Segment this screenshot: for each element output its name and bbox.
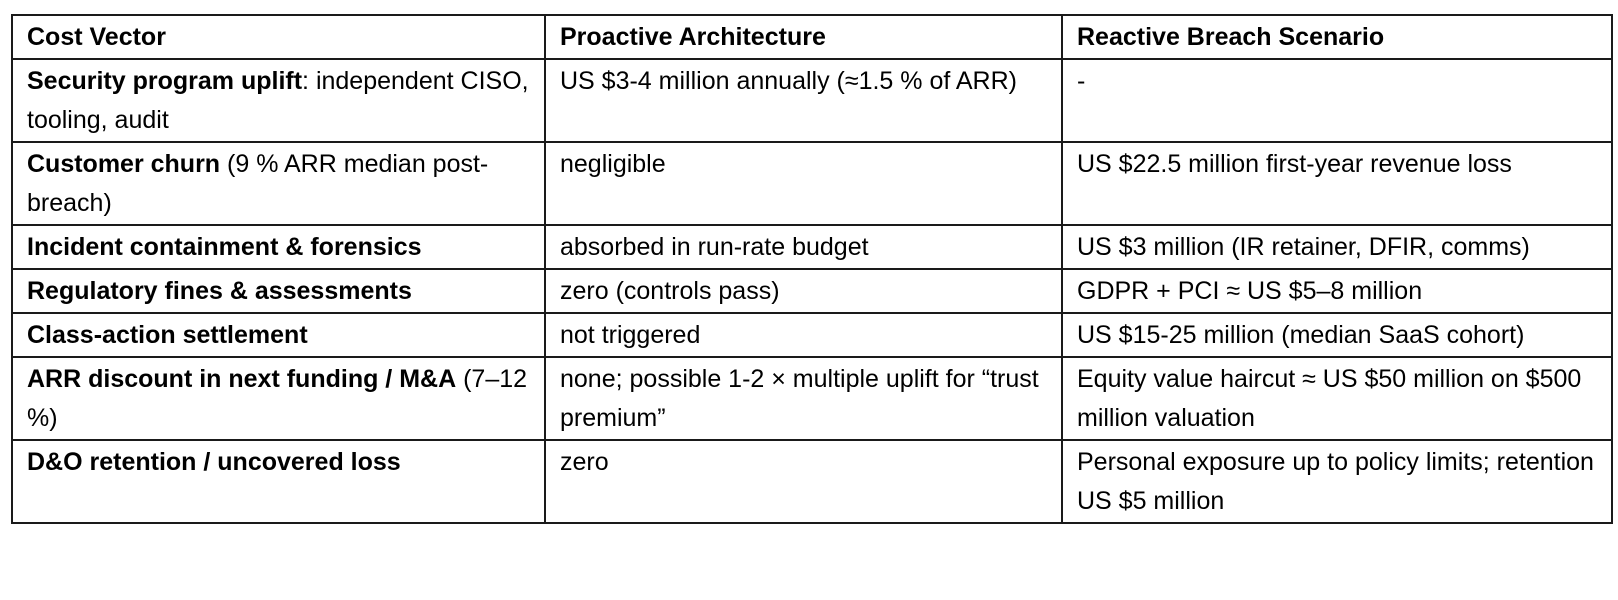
table-row (12, 59, 1612, 142)
cost-vector-cell (12, 313, 545, 357)
proactive-cell: US $3-4 million annually (≈1.5 % of ARR) (545, 59, 1062, 142)
reactive-cell: GDPR + PCI ≈ US $5–8 million (1062, 269, 1612, 313)
reactive-cell: - (1062, 59, 1612, 142)
header-cost-vector: Cost Vector (12, 15, 545, 59)
cost-vector-label: Customer churn (27, 150, 221, 178)
header-reactive-breach-scenario: Reactive Breach Scenario (1062, 15, 1612, 59)
reactive-cell: US $15-25 million (median SaaS cohort) (1062, 313, 1612, 357)
table-row (12, 269, 1612, 313)
reactive-cell: US $22.5 million first-year revenue loss (1062, 142, 1612, 225)
cost-comparison-table (11, 14, 1613, 524)
cost-vector-label: Security program uplift (27, 67, 303, 95)
cost-vector-cell (12, 357, 545, 440)
reactive-cell: Personal exposure up to policy limits; retention US $5 million (1062, 440, 1612, 523)
cost-vector-cell (12, 59, 545, 142)
cost-vector-cell (12, 440, 545, 523)
table-row (12, 440, 1612, 523)
cost-vector-label: Regulatory fines & assessments (27, 277, 412, 305)
proactive-cell: zero (controls pass) (545, 269, 1062, 313)
cost-vector-detail: : independent CISO, tooling, audit (27, 67, 529, 134)
reactive-cell: Equity value haircut ≈ US $50 million on $500 million valuation (1062, 357, 1612, 440)
proactive-cell: absorbed in run-rate budget (545, 225, 1062, 269)
cost-vector-label: Class-action settlement (27, 321, 308, 349)
table-row (12, 357, 1612, 440)
reactive-cell: US $3 million (IR retainer, DFIR, comms) (1062, 225, 1612, 269)
header-proactive-architecture: Proactive Architecture (545, 15, 1062, 59)
cost-vector-cell (12, 269, 545, 313)
cost-vector-label: D&O retention / uncovered loss (27, 448, 401, 476)
cost-vector-label: Incident containment & forensics (27, 233, 422, 261)
table-row (12, 225, 1612, 269)
cost-vector-detail: (7–12 %) (27, 365, 528, 432)
proactive-cell: negligible (545, 142, 1062, 225)
table-row (12, 313, 1612, 357)
table-row (12, 142, 1612, 225)
proactive-cell: not triggered (545, 313, 1062, 357)
cost-vector-cell (12, 142, 545, 225)
cost-vector-detail: (9 % ARR median post-breach) (27, 150, 489, 217)
cost-vector-cell (12, 225, 545, 269)
proactive-cell: none; possible 1-2 × multiple uplift for “trust premium” (545, 357, 1062, 440)
proactive-cell: zero (545, 440, 1062, 523)
cost-vector-label: ARR discount in next funding / M&A (27, 365, 457, 393)
table-header-row (12, 15, 1612, 59)
